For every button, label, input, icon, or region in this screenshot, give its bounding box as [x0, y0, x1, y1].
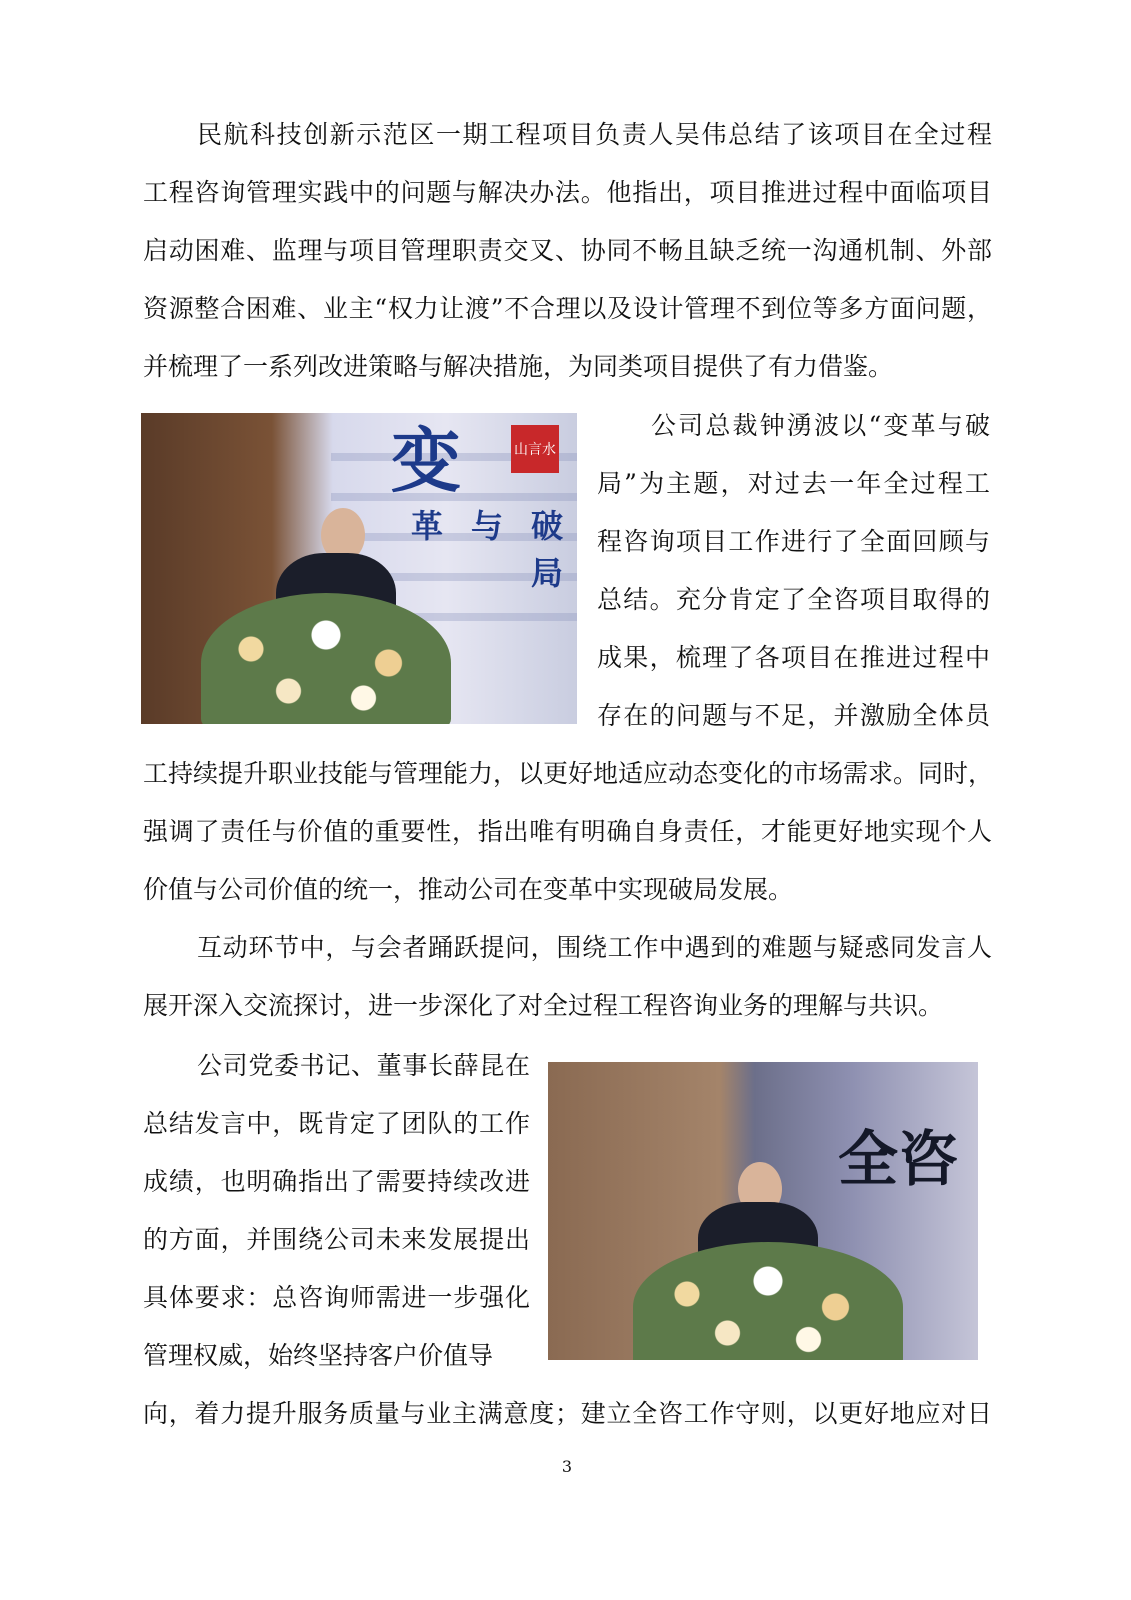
- text-line: 向，着力提升服务质量与业主满意度；建立全咨工作守则，以更好地应对日: [143, 1399, 992, 1428]
- slogan-char: 破: [531, 507, 564, 545]
- text-line: 的方面，并围绕公司未来发展提出: [143, 1225, 530, 1254]
- photo-speaker-chairman: [548, 1062, 978, 1360]
- slogan-char: 与: [471, 507, 504, 545]
- text-line: 具体要求：总咨询师需进一步强化: [143, 1283, 530, 1312]
- slogan-text: 全咨: [838, 1125, 958, 1195]
- text-line: 工程咨询管理实践中的问题与解决办法。他指出，项目推进过程中面临项目: [143, 178, 992, 207]
- page-number: 3: [561, 1457, 573, 1476]
- slogan-char: 革: [411, 507, 444, 545]
- flower-arrangement: [633, 1242, 903, 1360]
- text-line: 成绩，也明确指出了需要持续改进: [143, 1167, 530, 1196]
- text-line: 互动环节中，与会者踊跃提问，围绕工作中遇到的难题与疑惑同发言人: [197, 933, 992, 962]
- text-line: 总结发言中，既肯定了团队的工作: [143, 1109, 530, 1138]
- flower-arrangement: [201, 593, 451, 724]
- text-line: 存在的问题与不足，并激励全体员: [597, 701, 990, 730]
- text-line: 公司总裁钟湧波以“变革与破: [651, 411, 990, 440]
- text-line: 工持续提升职业技能与管理能力，以更好地适应动态变化的市场需求。同时，: [143, 759, 994, 788]
- text-line: 总结。充分肯定了全咨项目取得的: [597, 585, 990, 614]
- text-line: 公司党委书记、董事长薛昆在: [197, 1051, 530, 1080]
- slogan-char: 变: [391, 419, 461, 502]
- photo-speaker-president: [141, 413, 577, 724]
- text-line: 并梳理了一系列改进策略与解决措施，为同类项目提供了有力借鉴。: [143, 352, 894, 381]
- slogan-char: 局: [531, 554, 564, 592]
- text-line: 成果，梳理了各项目在推进过程中: [597, 643, 990, 672]
- text-line: 启动困难、监理与项目管理职责交叉、协同不畅且缺乏统一沟通机制、外部: [143, 236, 992, 265]
- text-line: 程咨询项目工作进行了全面回顾与: [597, 527, 990, 556]
- text-line: 资源整合困难、业主“权力让渡”不合理以及设计管理不到位等多方面问题，: [143, 294, 992, 323]
- text-line: 展开深入交流探讨，进一步深化了对全过程工程咨询业务的理解与共识。: [143, 991, 944, 1020]
- seal-logo: 山言水: [511, 425, 559, 473]
- text-line: 局”为主题，对过去一年全过程工: [597, 469, 990, 498]
- text-line: 价值与公司价值的统一，推动公司在变革中实现破局发展。: [143, 875, 794, 904]
- text-line: 强调了责任与价值的重要性，指出唯有明确自身责任，才能更好地实现个人: [143, 817, 992, 846]
- text-line: 民航科技创新示范区一期工程项目负责人吴伟总结了该项目在全过程: [197, 120, 992, 149]
- text-line: 管理权威，始终坚持客户价值导: [143, 1341, 494, 1370]
